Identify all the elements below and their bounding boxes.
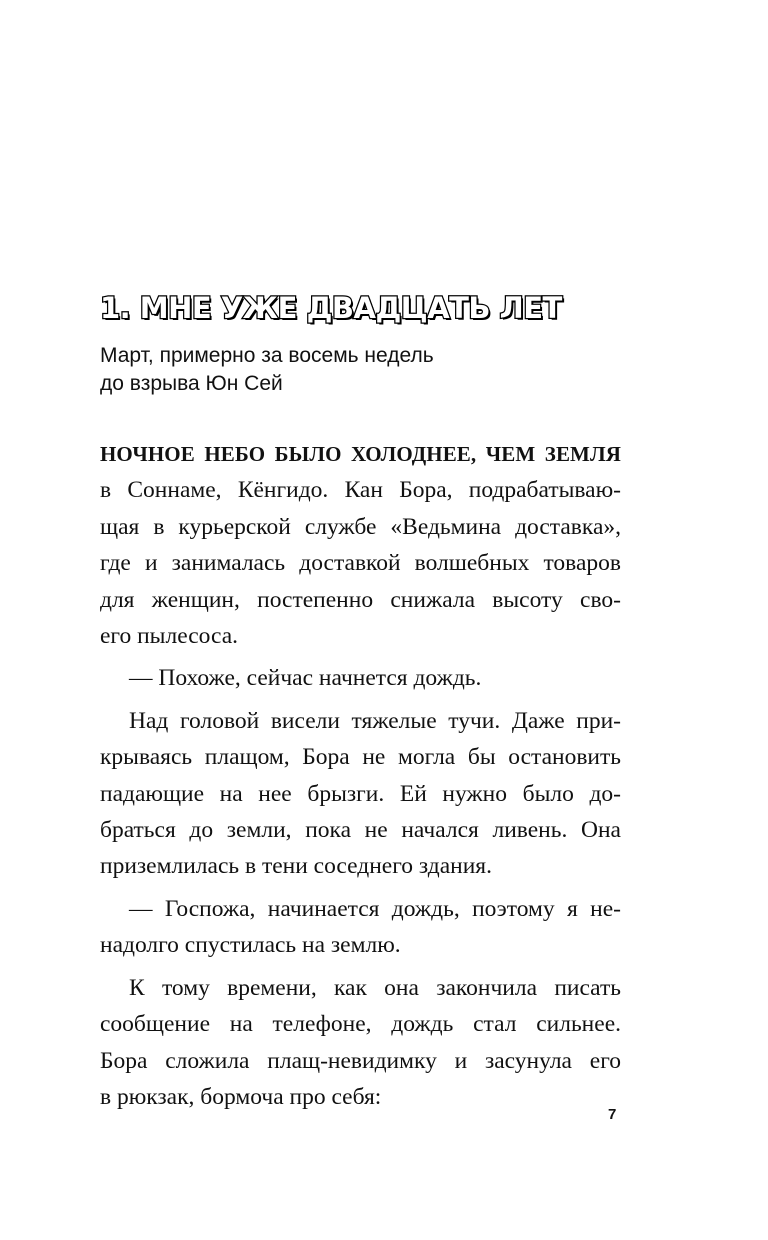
subtitle-line: Март, примерно за восемь недель	[100, 344, 434, 367]
text-line: Над головой висели тяжелые тучи. Даже при-	[129, 707, 621, 734]
text-line: крываясь плащом, Бора не могла бы остановить	[100, 744, 621, 771]
lead-in-line: НОЧНОЕ НЕБО БЫЛО ХОЛОДНЕЕ, ЧЕМ ЗЕМЛЯ	[100, 442, 621, 466]
text-line: браться до земли, пока не начался ливень. Она	[100, 817, 621, 844]
text-line: приземлилась в тени соседнего здания.	[100, 853, 492, 880]
page-number: 7	[608, 1106, 617, 1123]
text-line: Бора сложила плащ-невидимку и засунула его	[100, 1047, 621, 1074]
dialogue-line: — Похоже, сейчас начнется дождь.	[129, 665, 482, 692]
chapter-title: 1. МНЕ УЖЕ ДВАДЦАТЬ ЛЕТ	[100, 291, 562, 325]
text-line: его пылесоса.	[100, 623, 239, 650]
dialogue-line: — Госпожа, начинается дождь, поэтому я не-	[129, 895, 621, 922]
text-line: сообщение на телефоне, дождь стал сильнее.	[100, 1011, 621, 1038]
text-line: в рюкзак, бормоча про себя:	[100, 1083, 382, 1110]
text-line: щая в курьерской службе «Ведьмина доставка»,	[100, 513, 621, 540]
subtitle-line: до взрыва Юн Сей	[100, 372, 283, 395]
text-line: в Соннаме, Кёнгидо. Кан Бора, подрабатываю-	[100, 477, 621, 504]
body-text	[100, 436, 621, 1115]
text-line: К тому времени, как она закончила писать	[129, 974, 621, 1001]
text-line: где и занималась доставкой волшебных товаров	[100, 550, 621, 577]
text-line: для женщин, постепенно снижала высоту сво-	[100, 586, 621, 613]
text-line: надолго спустилась на землю.	[100, 932, 401, 959]
chapter-subtitle	[100, 342, 660, 398]
text-line: падающие на нее брызги. Ей нужно было до-	[100, 780, 621, 807]
